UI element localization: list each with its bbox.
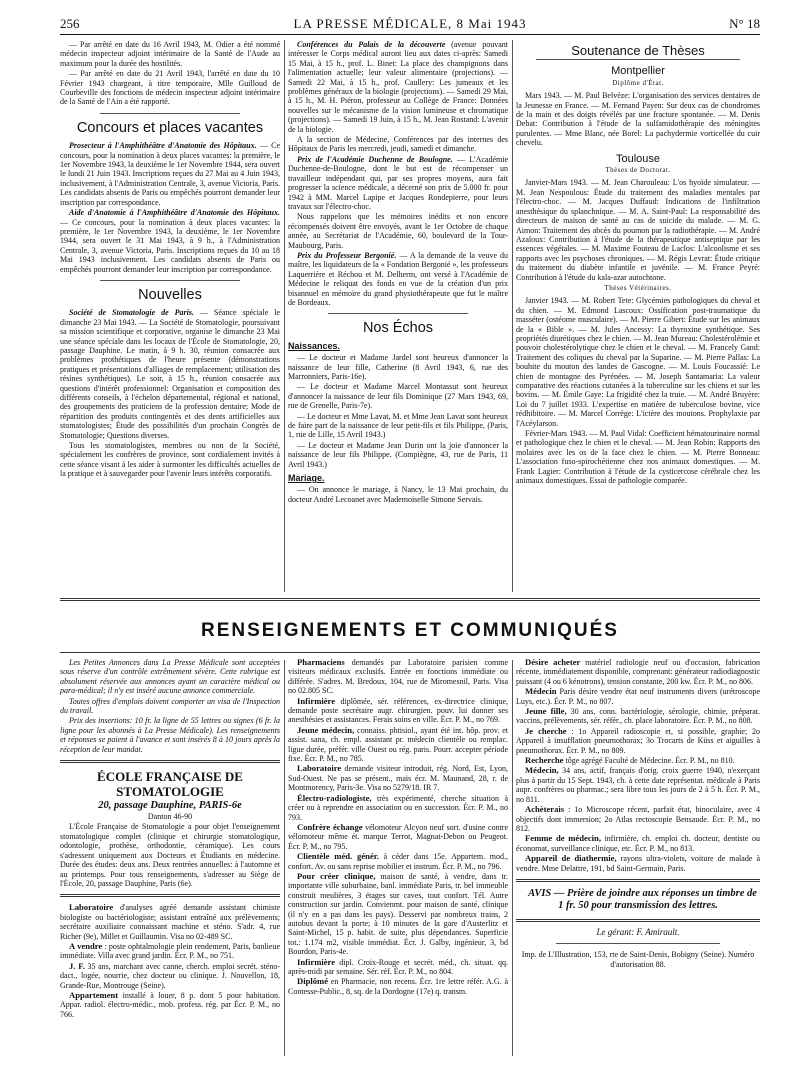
page-header — [60, 14, 760, 34]
classified-ad: Laboratoire d'analyses agréé demande assistant chimiste biologiste ou bactériologiste; assistant entraîné aux prélèvements; secrétaire auxiliaire connaissant machine et sténo. S'adr. 4, rue Richer (9e), Millet et Guillaumin. Visa no 02-489 SC. — [60, 902, 280, 941]
classified-ad: J. F. 35 ans, marchant avec canne, cherch. emploi secrét. sténo-dact., logée, nourrie, chez docteur ou clinique. J. Nouvellon, 18, Grande-Rue, Montrouge (Seine). — [60, 960, 280, 990]
column-divider — [512, 660, 513, 1056]
article-text: — Ce concours, pour la nomination à deux places vacantes: la première, le 1er Novembre 1943, la deuxième, le 1er Novembre 1944, sera ouvert le 31 Mai 1943, à 9 h., à l'Administration Centrale, 3, avenue Victoria, Paris. Inscriptions reçues du 10 au 18 Mai 1943 inclusivement. Les candidats absents de Paris ou empêchés pourront demander leur inscription par correspondance. — [60, 217, 280, 274]
announcement: — Le docteur et Madame Marcel Montassut sont heureux d'annoncer la naissance de leur fils Dominique (27 Mars 1943, 69, rue de Grenelle, Paris-7e). — [288, 382, 508, 411]
issue-number: N° 18 — [729, 16, 760, 31]
section-rule — [60, 598, 760, 601]
publisher-signature: Le gérant: F. Amirault. — [596, 926, 680, 937]
article-text: (avenue pouvant intéresser le Corps médical auront lieu aux dates ci-après: Samedi 15 Mai, à 15 h., prof. L. Binet: La place des champignons dans l'alimentation actuelle; leur valeur alimentaire (projections). — Samedi 22 Mai, à 15 h., prof. Caullery: Les jumeaux et les problèmes généraux de la biologie (projections). — Samedi 29 Mai, à 15 h., M. H. Piéron, professeur au Collège de France: Données nouvelles sur le mécanisme de la vision lumineuse et chromatique (projections). — Samedi 19 Juin, à 15 h., M. Jean Rostand: L'avenir de la biologie. — [288, 40, 508, 134]
classified-ad: Infirmière diplômée, sér. références, ex-directrice clinique, demande poste secrétaire augr. chirurgien. pouv. lui donner ses anesthésies et assistances. Ferais soins en ville. Écr. P. M., no 769. — [288, 695, 508, 725]
article-title: Prix de l'Académie Duchenne de Boulogne. — [297, 154, 453, 164]
article-text: — A la demande de la veuve du maître, les liquidateurs de la « Fondation Bergonié », les professeurs Laquerrière et Réchou et M. Delherm, ont versé à l'Académie de Médecine le reliquat des fonds en vue de la création d'un prix bisannuel en mémoire du grand physiothérapeute que fut le maître de Bordeaux. — [288, 250, 508, 307]
column-divider — [512, 40, 513, 592]
announcement: — On annonce le mariage, à Nancy, le 13 Mai prochain, du docteur André Lecoanet avec Mademoiselle Simone Servais. — [288, 485, 508, 504]
classified-ad: Médecin Paris désire vendre état neuf instruments divers (urétroscope Luys, etc.). Écr. P. M., no 807. — [516, 686, 760, 706]
section-title-renseignements: RENSEIGNEMENTS ET COMMUNIQUÉS — [201, 620, 619, 641]
section-title-echos: Nos Échos — [362, 320, 434, 337]
school-title: ÉCOLE FRANÇAISE DE STOMATOLOGIE — [97, 769, 243, 800]
announcement: — Le docteur et Madame Jardel sont heureux d'annoncer la naissance de leur fille, Catherine (8 Avril 1943, 6, rue des Marronniers, Paris-16e). — [288, 353, 508, 381]
column-divider — [284, 660, 285, 1056]
city-heading: Montpellier — [611, 65, 665, 78]
column-middle — [288, 40, 508, 595]
article-text: A la section de Médecine, Conférences par des internes des Hôpitaux de Paris les mercredi, jeudi, samedi et dimanche. — [288, 135, 508, 154]
article-title: Société de Stomatologie de Paris. — [69, 308, 194, 318]
classified-ad: Appartement installé à louer, 8 p. dont 5 pour habitation. Appar. radiol. électro-médic., mob. profess. rég. par Écr. P. M., no 766. — [60, 989, 280, 1019]
school-address: 20, passage Dauphine, PARIS-6e — [98, 800, 242, 812]
classified-ad: Recherche tôge agrégé Faculté de Médecine. Écr. P. M., no 810. — [525, 755, 735, 766]
article-title: Prix du Professeur Bergonié. — [297, 250, 397, 260]
subsection-label: Mariage. — [288, 473, 325, 484]
divider — [100, 280, 240, 281]
classified-ad: Confrère échange vélomoteur Alcyon neuf sort. d'usine contre vélomoteur même ét. marque Terrot, Magnat-Debon ou Peugeot. Écr. P. M., no 795. — [288, 821, 508, 851]
classifieds-column-right — [516, 658, 760, 1058]
article-title: Conférences du Palais de la découverte — [297, 40, 446, 49]
thesis-type: Thèses Vétérinaires. — [604, 283, 672, 292]
divider — [60, 760, 280, 763]
classifieds-intro: Prix des insertions: 10 fr. la ligne de 55 lettres ou signes (6 fr. la ligne pour les abonnés à La Presse Médicale). Les renseignements et réponses se paient à l'avance et sont insérés 8 à 10 jours après la réception de leur mandat. — [60, 716, 280, 754]
article-text: — L'Académie Duchenne-de-Boulogne, dont le but est de récompenser un travailleur indépendant qui, par ses propres moyens, aura fait progresser la science médicale, a décerné son prix de 5.000 fr. pour 1942 à MM. Marcel Lapipe et Jacques Rondepierre, pour leurs travaux sur l'électro-choc. — [288, 154, 508, 211]
divider — [328, 313, 468, 314]
classifieds-column-middle — [288, 658, 508, 1058]
thesis-type: Thèses de Doctorat. — [605, 166, 671, 175]
article-text: Nous rappelons que les mémoires inédits et non encore récompensés doivent être envoyés, avant le 1er Octobre de chaque année, au Secrétariat de l'Académie, 60, boulevard de la Tour-Maubourg, Paris. — [288, 212, 508, 250]
article-text: Tous les stomatologistes, membres ou non de la Société, spécialement les confrères de province, sont cordialement invités à cette séance visant à les aider à surmonter les difficultés actuelles de la pratique et à sauvegarder pour l'avenir leurs intérêts corporatifs. — [60, 441, 280, 479]
divider — [60, 894, 280, 897]
subsection-label: Naissances. — [288, 340, 341, 351]
classified-ad: Infirmière dipl. Croix-Rouge et secrét. méd., ch. situat. qq. après-midi par semaine. Sér. réf. Écr. P. M., no 804. — [288, 956, 508, 976]
journal-title: LA PRESSE MÉDICALE, 8 Mai 1943 — [293, 16, 527, 31]
divider — [536, 59, 740, 60]
classifieds-intro: Les Petites Annonces dans La Presse Médicale sont acceptées sous réserve d'un contrôle extrêmement sévère. Cette rubrique est absolument réservée aux annonces ayant un caractère médical ou para-médical; il n'y est inséré aucune annonce commerciale. — [60, 658, 280, 696]
classified-ad: Appareil de diathermie, rayons ultra-violets, voiture de malade à vendre. Mme Delattre, 191, bd Saint-Germain, Paris. — [516, 853, 760, 873]
classified-ad: Clientèle méd. génér. à céder dans 15e. Appartem. mod., confort. Av. ou sans reprise mobilier et instrum. Écr. P. M., no 796. — [288, 851, 508, 871]
section-title-theses: Soutenance de Thèses — [571, 43, 705, 58]
classified-ad: Désire acheter matériel radiologie neuf ou d'occasion, fabrication récente, immédiatement disponible, comprenant: générateur radiodiagnostic puissant (4 ou 6 kénotrons), tension constante, 200 kw. Écr. P. M., no 806. — [516, 658, 760, 686]
announcement: — Le docteur et Mme Lavat, M. et Mme Jean Lavat sont heureux de faire part de la naissance de leur petit-fils et fils Philippe, (Paris, 1, rue de Lille, 15 Avril 1943.) — [288, 411, 508, 440]
thesis-list: Février-Mars 1943. — M. Paul Vidal: Coefficient hématourinaire normal et pathologique chez le chien et le cheval. — M. Jean Robin: Rapports des molaires avec les os de la face chez le chien. — M. Pierre Bonneau: L'association fuso-spirochétienne chez nos animaux domestiques. — M. Frank Lagier: Contribution à l'étude de la cysticercose cérébrale chez les animaux domestiques. Essai de pathologie comparée. — [516, 429, 760, 486]
classified-ad: Achèterais : 1o Microscope récent, parfait état, binoculaire, avec 4 objectifs dont immersion; 2o Atlas rectoscopie Bensaude. Écr. P. M., no 812. — [516, 804, 760, 833]
thesis-list: Janvier-Mars 1943. — M. Jean Charouleau: L'os hyoïde simulateur. — M. Jean Nespoulous: Étude du traitement des maladies mentales par l'électro-choc. — M. Jacques Duffaud: Indications de l'infiltration anesthésique du splanchnique. — M. A. Saint-Paul: La responsabilité des directeurs de maison de santé au cas de suicide du malade. — M. G. Aimon: Traitement des abcès du poumon par la radiothérapie. — M. André Azaloux: Contribution à l'étude de la thérapeutique antiseptique par les essences végétales. — M. Maxime Fouteau de Laclos: L'alcoolisme et ses rapports avec les psychoses chroniques. — M. Régis Levrat: Étude critique du traitement du diabète infantile et juvénile. — M. France Peyré: Contribution à l'étude du kala-azar autochtone. — [516, 178, 760, 282]
classified-ad: Pharmaciens demandés par Laboratoire parisien comme visiteurs médicaux exclusifs. Entrée en fonctions immédiate ou différée. S'adres. M. Bredoux, 104, rue de Miromesnil, Paris. Visa no 02.805 SC. — [288, 658, 508, 696]
classifieds-column-left — [60, 658, 280, 1058]
divider — [100, 113, 240, 114]
classified-ad: Je cherche : 1o Appareil radioscopie et, si possible, graphie; 2o Appareil à insufflation pneumothorax; 3o Trocarts de Küss et aiguilles à pneumothorax. Écr. P. M., no 809. — [516, 725, 760, 755]
section-rule — [60, 652, 760, 653]
school-phone: Danton 46-90 — [147, 812, 193, 822]
article-text: — Séance spéciale le dimanche 23 Mai 1943. — La Société de Stomatologie, poursuivant sa mission scientifique et corporative, organise le dimanche 23 Mai une séance spéciale dans les locaux de l'École de Stomatologie, 20, passage Dauphine. Le matin, à 9 h. 30, réunion consacrée aux problèmes prothétiques de l'heure présente (démonstrations pratiques et présentations d'alliages de remplacement; utilisation des résines synthétiques). Le soir, à 15 h., réunion consacrée aux questions d'intérêt professionnel: Organisation et composition des différents conseils, à l'échelon départemental, régional et national, des groupements des praticiens de la profession dentaire; Mode de répartition des produits contingentés et des dents artificielles aux stomatologistes; Étude des possibilités d'un prochain Congrès de Stomatologie; Questions diverses. — [60, 308, 280, 440]
thesis-list: Janvier 1943. — M. Robert Tete: Glycémies pathologiques du cheval et du chien. — M. Edmond Lascoux: Ossification post-traumatique du masséter (ostéome musculaire). — M. Pierre Gibert: Étude sur les animaux de la « Bible ». — M. Jules Ancessy: La thyroxine synthétique. Ses propriétés diurétiques chez le chien. — M. Jean Mureau: Cholestérolémie et pouvoir cholestérolytique chez le chien et le cheval. — M. Francely Gand: Traitement des coliques du cheval par la Suparine. — M. Pierre Pallas: La bouhite du mouton des landes de Gascogne. — M. Louis Foucassié: Le chien de montagne des Pyrénées. — M. Joseph Santamaria: La valeur comparative des réactions cutanées à la tuberculine sur les chiens et sur les bovins. — M. Émile Gaye: La frigidité chez la truie. — M. André Bruyère: Loi du 7 juillet 1933. L'expertise en matière de tuberculose bovine, vice rédhibitoire. — M. Marcel Corrège: L'ictère des moutons. Prophylaxie par l'Acéylarson. — [516, 296, 760, 428]
classifieds-intro: Toutes offres d'emplois doivent comporter un visa de l'Inspection du travail. — [60, 696, 280, 716]
classified-ad: Femme de médecin, infirmière, ch. emploi ch. docteur, dentiste ou économat, surveillance clinique, etc. Écr. P. M., no 813. — [516, 833, 760, 853]
page-number: 256 — [60, 16, 80, 31]
classified-ad: Électro-radiologiste, très expérimenté, cherche situation à créer ou à reprendre en association ou en succession. Écr. P. M., no 793. — [288, 792, 508, 822]
section-title-nouvelles: Nouvelles — [138, 286, 202, 303]
classified-ad: Diplômé en Pharmacie, non recens. Écr. 1re lettre référ. A.G. à Contesse-Public., 8, sq. de la Dordogne (17e) q. transm. — [288, 976, 508, 996]
divider — [516, 919, 760, 922]
classified-ad: Jeune fille, 30 ans, conn. bactériologie, sérologie, chimie, préparat. vaccins, prélèvements, sér. référ., ch. place laboratoire. Écr. P. M., no 808. — [516, 706, 760, 726]
thesis-list: Mars 1943. — M. Paul Belvèze: L'organisation des services dentaires de la Jeunesse en France. — M. Fernand Payen: Sur deux cas de chondromes de la main et des doigts révélés par une fracture spontanée. — M. Denis Debat: Contribution à l'étude de la sulfamidothérapie des méningites purulentes. — Mme Blanc, née Borel: La pachydermie vorticellée du cuir chevelu. — [516, 91, 760, 148]
classified-ad: A vendre : poste ophtalmologie plein rendement, Paris, banlieue immédiate. Villa avec grand jardin. Écr. P. M., no 751. — [60, 940, 280, 961]
column-right — [516, 40, 760, 595]
divider — [556, 943, 720, 944]
section-title-concours: Concours et places vacantes — [76, 119, 264, 136]
classified-ad: Laboratoire demande visiteur introduit, rég. Nord, Est, Lyon, Sud-Ouest. Ne pas se présent., mais écr. M. Maunand, 28, r. de Montmorency, Paris-3e. Visa no 5279/18. IR 7. — [288, 763, 508, 793]
decree-paragraph: — Par arrêté en date du 21 Avril 1943, l'arrêté en date du 10 Février 1943 chargeant, à titre temporaire, Mlle Guilloud de Courbeville des fonctions de médecin inspecteur adjoint intérimaire de la Santé de l'Ain a été rapporté. — [60, 69, 280, 107]
article-title: Aide d'Anatomie à l'Amphithéâtre d'Anatomie des Hôpitaux. — [69, 208, 280, 218]
thesis-type: Diplôme d'État. — [612, 78, 664, 87]
school-text: L'École Française de Stomatologie a pour objet l'enseignement stomatologique complet (clinique et chirurgie stomatologique, odontologie, prothèse, orthodontie, céramique). Les cours s'adressent uniquement aux Docteurs et Étudiants en médecine. Durée des études: deux ans. Deux rentrées annuelles: à l'automne et au printemps. Pour tous renseignements, s'adresser au Siège de l'École, 20, passage Dauphine, Paris (6e). — [60, 822, 280, 888]
printer-imprint: Imp. de L'Illustration, 153, rte de Saint-Denis, Bobigny (Seine). Numéro d'autorisation 88. — [521, 950, 755, 969]
city-heading: Toulouse — [615, 152, 661, 165]
classified-ad: Médecin, 34 ans, actif, français d'orig. croix guerre 1940, n'exerçant plus à partir du 15 Sept. 1943, ch. à cette date représentat. médicale à Paris aupr. confrères ou pharmac.; sera libre tous les jours de 2 à 5 h. Écr. P. M., no 811. — [516, 765, 760, 804]
decree-paragraph: — Par arrêté en date du 16 Avril 1943, M. Odier a été nommé médecin inspecteur adjoint intérimaire de la Santé de l'Aude au maximum pour la durée des hostilités. — [60, 40, 280, 68]
notice-avis: AVIS — Prière de joindre aux réponses un timbre de 1 fr. 50 pour transmission des lettres. — [528, 887, 757, 912]
classified-ad: Pour créer clinique, maison de santé, à vendre, dans tr. importante ville suburbaine, banl. immédiate Paris, tr. bel immeuble construit meulières, 3 étages sur caves, tout confort. Tél. Autre construction sur jardin. Convienmt. pour maison de santé, clinique (il n'y en a pas dans les pays). Desservi par nombreux trains, 2 autobus devant la porte; à 10 minutes de la gare d'Austerlitz et Saint-Michel, 15 p. habit. de suite, plus dépendances. Superficie tot.: 1.174 m2, visible immédiat. Écr. J. Galby, ingénieur, 3, bd Bourdon, Paris-4e. — [288, 870, 508, 957]
header-rule — [60, 34, 760, 35]
column-left — [60, 40, 280, 595]
column-divider — [284, 40, 285, 592]
divider — [516, 879, 760, 882]
classified-ad: Jeune médecin, connaiss. phtisiol., ayant été int. hôp. prov. et assist. sana, ch. empl. assistant pr. médecin clientèle ou remplac. ligue durée, préfér. ville Ouest ou rég. paris. Pourr. accepter période fixe. Écr. P. M., no 785. — [288, 724, 508, 764]
announcement: — Le docteur et Madame Jean Durin ont la joie d'annoncer la naissance de leur fils Philippe. (Compiègne, 43, rue de Paris, 11 Avril 1943.) — [288, 440, 508, 469]
article-text: — Ce concours, pour la nomination à deux places vacantes: la première, le 1er Novembre 1943, la deuxième le 1er Novembre 1944, sera ouvert le lundi 21 Juin 1943. Inscriptions reçues du 27 Mai au 4 Juin 1943, inclusivement, à l'Administration Centrale, 3, avenue Victoria, Paris. Les candidats absents de Paris ou empêchés pourront demander leur inscription par correspondance. — [60, 141, 280, 207]
article-title: Prosecteur à l'Amphithéâtre d'Anatomie des Hôpitaux. — [69, 141, 257, 151]
